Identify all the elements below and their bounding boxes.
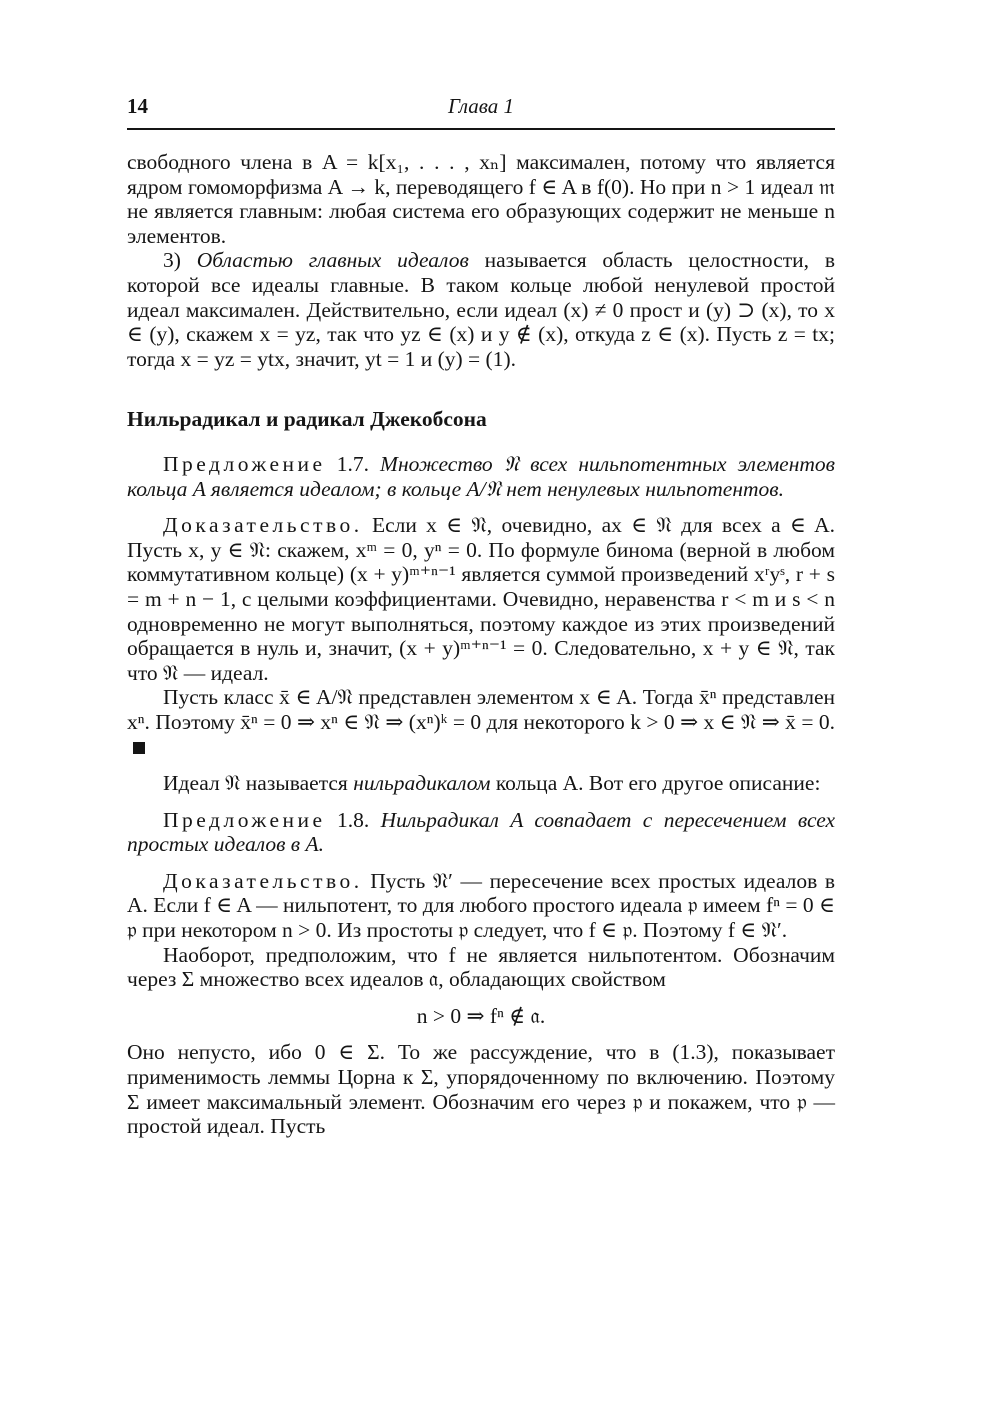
proof-continuation — [127, 1040, 835, 1138]
paragraph — [127, 150, 835, 248]
paragraph — [127, 248, 835, 371]
definition — [127, 771, 835, 796]
definition-text: Идеал 𝔑 называется — [163, 771, 354, 796]
proposition-label: Предложение — [163, 451, 326, 476]
definition-text: кольца A. Вот его другое описание: — [490, 771, 821, 796]
proof — [127, 869, 835, 943]
proof-label: Доказательство. — [163, 513, 363, 538]
defined-term: Областью главных идеалов — [196, 248, 469, 273]
paragraph-text: называется область целостности, в которой все идеалы главные. В таком кольце любой ненулевой простой идеал максимален. Действительно, если идеал (x) ≠ 0 прост и (y) ⊃ (x), то x ∈ (y), скажем x = yz, так что yz ∈ (x) и y ∉ (x), откуда z ∈ (x). Пусть z = tx; тогда x = yz = ytx, значит, yt = 1 и (y) = (1). — [127, 248, 835, 371]
defined-term: нильрадикалом — [353, 771, 491, 796]
proof-text: Наоборот, предположим, что f не является нильпотентом. Обозначим через Σ множество всех идеалов 𝔞, обладающих свойством — [127, 942, 835, 992]
proposition-number: 1.7. — [325, 451, 381, 476]
proposition-statement: Нильрадикал A совпадает с пересечением всех простых идеалов в A. — [127, 807, 835, 857]
proof-text: Пусть 𝔑′ — пересечение всех простых идеалов в A. Если f ∈ A — нильпотент, то для любого простого идеала 𝔭 имеем fⁿ = 0 ∈ 𝔭 при некотором n > 0. Из простоты 𝔭 следует, что f ∈ 𝔭. Поэтому f ∈ 𝔑′. — [127, 868, 835, 943]
proof — [127, 513, 835, 685]
qed-mark — [133, 742, 145, 754]
section-heading: Нильрадикал и радикал Джекобсона — [127, 407, 487, 432]
page-body — [127, 150, 835, 1139]
proof-text: Если x ∈ 𝔑, очевидно, ax ∈ 𝔑 для всех a ∈ A. Пусть x, y ∈ 𝔑: скажем, xᵐ = 0, yⁿ = 0. По формуле бинома (верной в любом коммутативном кольце) (x + y)ᵐ⁺ⁿ⁻¹ является суммой произведений xʳyˢ, r + s = m + n − 1, с целыми коэффициентами. Очевидно, неравенства r < m и s < n одновременно не могут выполняться, поэтому каждое из этих произведений обращается в нуль и, значит, (x + y)ᵐ⁺ⁿ⁻¹ = 0. Следовательно, x + y ∈ 𝔑, так что 𝔑 — идеал. — [127, 513, 835, 685]
proposition-label: Предложение — [163, 807, 326, 832]
proposition — [127, 808, 835, 857]
proof-label: Доказательство. — [163, 868, 363, 893]
page-number: 14 — [127, 94, 148, 118]
proof-continuation — [127, 685, 835, 759]
proposition — [127, 452, 835, 501]
item-label: 3) — [163, 248, 197, 273]
proof-text: Пусть класс x̄ ∈ A/𝔑 представлен элементом x ∈ A. Тогда x̄ⁿ представлен xⁿ. Поэтому x̄ⁿ = 0 ⇒ xⁿ ∈ 𝔑 ⇒ (xⁿ)ᵏ = 0 для некоторого k > 0 ⇒ x ∈ 𝔑 ⇒ x̄ = 0. — [127, 685, 835, 734]
chapter-title: Глава 1 — [448, 94, 514, 118]
proposition-number: 1.8. — [325, 807, 381, 832]
proof-continuation — [127, 943, 835, 992]
display-formula: n > 0 ⇒ fⁿ ∉ 𝔞. — [416, 1003, 546, 1028]
running-header — [127, 92, 835, 130]
paragraph-text: свободного члена в A = k[x₁, . . . , xₙ] максимален, потому что является ядром гомоморфизма A → k, переводящего f ∈ A в f(0). Но при n > 1 идеал 𝔪 не является главным: любая система его образующих содержит не меньше n элементов. — [127, 150, 835, 248]
proof-text: Оно непусто, ибо 0 ∈ Σ. То же рассуждение, что в (1.3), показывает применимость леммы Цорна к Σ, упорядоченному по включению. Поэтому Σ имеет максимальный элемент. Обозначим его через 𝔭 и покажем, что 𝔭 — простой идеал. Пусть — [127, 1040, 835, 1139]
proposition-statement: Множество 𝔑 всех нильпотентных элементов кольца A является идеалом; в кольце A/𝔑 нет ненулевых нильпотентов. — [127, 451, 835, 501]
